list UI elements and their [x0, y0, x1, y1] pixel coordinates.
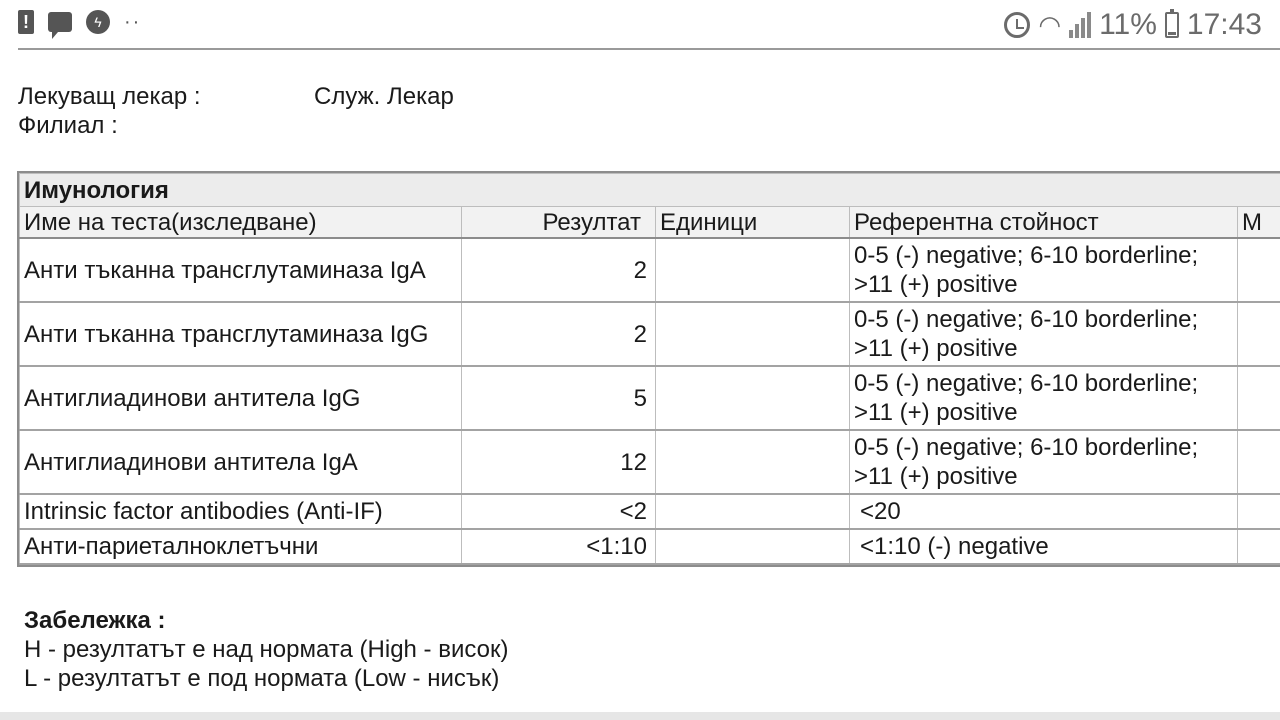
test-units — [656, 430, 850, 494]
wifi-icon: ◠ — [1038, 10, 1062, 40]
test-reference: 0-5 (-) negative; 6-10 borderline; >11 (+) positive — [850, 430, 1238, 494]
col-result: Резултат — [462, 207, 656, 239]
more-dots-icon: ·· — [124, 10, 142, 33]
test-units — [656, 302, 850, 366]
footnote — [24, 606, 508, 693]
table-row — [20, 430, 1280, 494]
messenger-icon: ϟ — [86, 10, 110, 34]
clock-time: 17:43 — [1186, 8, 1262, 41]
test-name: Анти-париеталноклетъчни — [20, 529, 462, 564]
table-row — [20, 302, 1280, 366]
test-extra — [1238, 238, 1280, 302]
note-line-low: L - резултатът е под нормата (Low - нисък) — [24, 665, 500, 692]
table-row — [20, 529, 1280, 564]
test-result: <2 — [462, 494, 656, 529]
bottom-edge — [0, 712, 1280, 720]
test-reference: <20 — [850, 494, 1238, 529]
test-result: 2 — [462, 238, 656, 302]
test-extra — [1238, 529, 1280, 564]
status-bar — [0, 0, 1280, 50]
system-icons — [1004, 6, 1262, 44]
test-result: 5 — [462, 366, 656, 430]
col-test-name: Име на теста(изследване) — [20, 207, 462, 239]
test-units — [656, 494, 850, 529]
test-result: <1:10 — [462, 529, 656, 564]
col-reference: Референтна стойност — [850, 207, 1238, 239]
header-divider — [18, 48, 1280, 50]
test-units — [656, 238, 850, 302]
test-reference: 0-5 (-) negative; 6-10 borderline; >11 (+) positive — [850, 302, 1238, 366]
test-reference: <1:10 (-) negative — [850, 529, 1238, 564]
table-row — [20, 238, 1280, 302]
col-units: Единици — [656, 207, 850, 239]
alarm-icon — [1004, 12, 1030, 38]
doctor-value: Служ. Лекар — [314, 83, 454, 110]
test-extra — [1238, 302, 1280, 366]
message-icon — [48, 12, 72, 32]
test-units — [656, 366, 850, 430]
table-row — [20, 494, 1280, 529]
test-name: Анти тъканна трансглутаминаза IgG — [20, 302, 462, 366]
test-reference: 0-5 (-) negative; 6-10 borderline; >11 (+) positive — [850, 366, 1238, 430]
section-title: Имунология — [20, 174, 1280, 207]
table-header — [20, 207, 1280, 239]
test-name: Intrinsic factor antibodies (Anti-IF) — [20, 494, 462, 529]
doctor-label: Лекуващ лекар : — [18, 83, 201, 110]
alert-icon: ! — [18, 10, 34, 34]
test-units — [656, 529, 850, 564]
test-name: Антиглиадинови антитела IgA — [20, 430, 462, 494]
battery-percent: 11% — [1099, 8, 1157, 41]
note-line-high: H - резултатът е над нормата (High - висок) — [24, 636, 509, 663]
table-row — [20, 366, 1280, 430]
test-reference: 0-5 (-) negative; 6-10 borderline; >11 (+) positive — [850, 238, 1238, 302]
battery-icon — [1165, 12, 1179, 38]
test-name: Анти тъканна трансглутаминаза IgA — [20, 238, 462, 302]
branch-label: Филиал : — [18, 112, 118, 139]
lab-results-table — [17, 171, 1280, 567]
test-extra — [1238, 430, 1280, 494]
note-title: Забележка : — [24, 607, 166, 634]
col-extra: М — [1238, 207, 1280, 239]
test-extra — [1238, 366, 1280, 430]
test-name: Антиглиадинови антитела IgG — [20, 366, 462, 430]
signal-icon — [1069, 12, 1091, 38]
notification-icons — [18, 10, 141, 34]
test-extra — [1238, 494, 1280, 529]
test-result: 12 — [462, 430, 656, 494]
test-result: 2 — [462, 302, 656, 366]
